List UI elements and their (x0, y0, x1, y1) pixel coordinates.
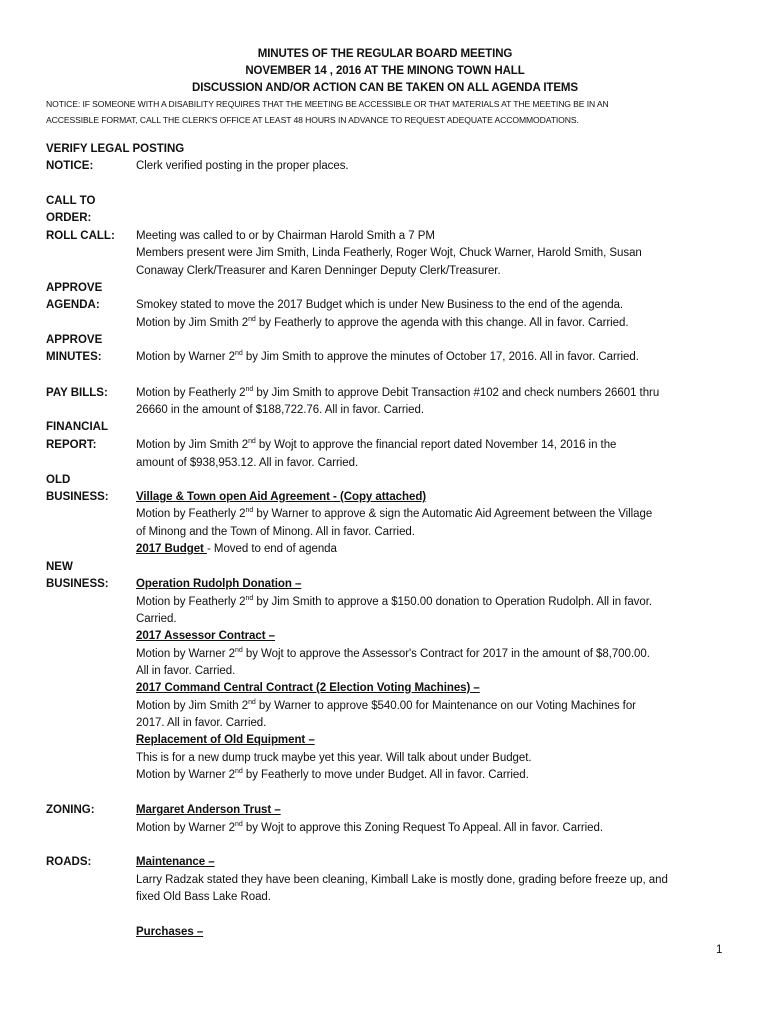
roll-call-line-3: Conaway Clerk/Treasurer and Karen Denninger Deputy Clerk/Treasurer. (136, 265, 501, 277)
new-item-rudolph: Operation Rudolph Donation – (136, 578, 302, 590)
minutes-motion: Motion by Warner 2nd by Jim Smith to approve the minutes of October 17, 2016. All in favor. Carried. (136, 350, 639, 363)
label-approve-agenda: APPROVE (46, 282, 103, 294)
label-order: ORDER: (46, 212, 92, 224)
agenda-motion: Motion by Jim Smith 2nd by Featherly to approve the agenda with this change. All in favor. Carried. (136, 316, 629, 329)
roads-item-purchases: Purchases – (136, 926, 204, 938)
label-pay-bills: PAY BILLS: (46, 387, 108, 399)
new-motion-2-cont: All in favor. Carried. (136, 665, 236, 677)
label-new-business: BUSINESS: (46, 578, 109, 590)
roads-line-2: fixed Old Bass Lake Road. (136, 891, 271, 903)
title-line-3: DISCUSSION AND/OR ACTION CAN BE TAKEN ON ALL AGENDA ITEMS (192, 82, 578, 94)
roll-call-line-2: Members present were Jim Smith, Linda Featherly, Roger Wojt, Chuck Warner, Harold Smith, Susan (136, 247, 642, 259)
agenda-line-1: Smokey stated to move the 2017 Budget which is under New Business to the end of the agenda. (136, 299, 624, 311)
bills-motion-2: 26660 in the amount of $188,722.76. All in favor. Carried. (136, 404, 424, 416)
roads-item-maintenance: Maintenance – (136, 856, 215, 868)
label-roads: ROADS: (46, 856, 92, 868)
new-motion-4: Motion by Warner 2nd by Featherly to move under Budget. All in favor. Carried. (136, 768, 529, 781)
old-motion-2: of Minong and the Town of Minong. All in favor. Carried. (136, 526, 415, 538)
new-motion-3: Motion by Jim Smith 2nd by Warner to approve $540.00 for Maintenance on our Voting Machines for (136, 699, 636, 712)
new-motion-1-cont: Carried. (136, 613, 177, 625)
title-line-2: NOVEMBER 14 , 2016 AT THE MINONG TOWN HALL (245, 65, 525, 77)
old-motion-1: Motion by Featherly 2nd by Warner to approve & sign the Automatic Aid Agreement between the Village (136, 507, 653, 520)
new-motion-3-cont: 2017. All in favor. Carried. (136, 717, 267, 729)
label-approve-minutes: APPROVE (46, 334, 103, 346)
new-item-command-central: 2017 Command Central Contract (2 Election Voting Machines) – (136, 682, 480, 694)
roll-call-line-1: Meeting was called to or by Chairman Harold Smith a 7 PM (136, 230, 435, 242)
label-old-business: BUSINESS: (46, 491, 109, 503)
label-report: REPORT: (46, 439, 97, 451)
label-zoning: ZONING: (46, 804, 95, 816)
new-item-equipment: Replacement of Old Equipment – (136, 734, 315, 746)
bills-motion-1: Motion by Featherly 2nd by Jim Smith to approve Debit Transaction #102 and check numbers 26601 thru (136, 386, 660, 399)
label-financial: FINANCIAL (46, 421, 108, 433)
label-agenda: AGENDA: (46, 299, 100, 311)
new-motion-2: Motion by Warner 2nd by Wojt to approve the Assessor's Contract for 2017 in the amount of $8,700.00. (136, 647, 650, 660)
label-roll-call: ROLL CALL: (46, 230, 115, 242)
label-notice: NOTICE: (46, 160, 94, 172)
new-equipment-note: This is for a new dump truck maybe yet this year. Will talk about under Budget. (136, 752, 532, 764)
zoning-item: Margaret Anderson Trust – (136, 804, 281, 816)
accessibility-notice-1: NOTICE: IF SOMEONE WITH A DISABILITY REQUIRES THAT THE MEETING BE ACCESSIBLE OR THAT MATERIALS AT THE MEETING BE IN AN (46, 99, 609, 109)
old-item-budget: 2017 Budget - Moved to end of agenda (136, 543, 337, 555)
label-verify-posting: VERIFY LEGAL POSTING (46, 143, 185, 155)
notice-text: Clerk verified posting in the proper places. (136, 160, 349, 172)
new-item-assessor: 2017 Assessor Contract – (136, 630, 276, 642)
page-number: 1 (716, 944, 723, 956)
accessibility-notice-2: ACCESSIBLE FORMAT, CALL THE CLERK'S OFFICE AT LEAST 48 HOURS IN ADVANCE TO REQUEST ADEQUATE ACCOMMODATIONS. (46, 115, 579, 125)
label-minutes: MINUTES: (46, 351, 102, 363)
title-line-1: MINUTES OF THE REGULAR BOARD MEETING (257, 48, 513, 60)
label-old: OLD (46, 474, 71, 486)
financial-motion-1: Motion by Jim Smith 2nd by Wojt to approve the financial report dated November 14, 2016 in the (136, 438, 617, 451)
label-call-to: CALL TO (46, 195, 96, 207)
financial-motion-2: amount of $938,953.12. All in favor. Carried. (136, 457, 359, 469)
new-motion-1: Motion by Featherly 2nd by Jim Smith to approve a $150.00 donation to Operation Rudolph. All in favor. (136, 595, 653, 608)
roads-line-1: Larry Radzak stated they have been cleaning, Kimball Lake is mostly done, grading before freeze up, and (136, 874, 668, 886)
label-new: NEW (46, 561, 73, 573)
zoning-motion: Motion by Warner 2nd by Wojt to approve this Zoning Request To Appeal. All in favor. Carried. (136, 821, 604, 834)
old-item-aid-agreement: Village & Town open Aid Agreement - (Copy attached) (136, 491, 427, 503)
